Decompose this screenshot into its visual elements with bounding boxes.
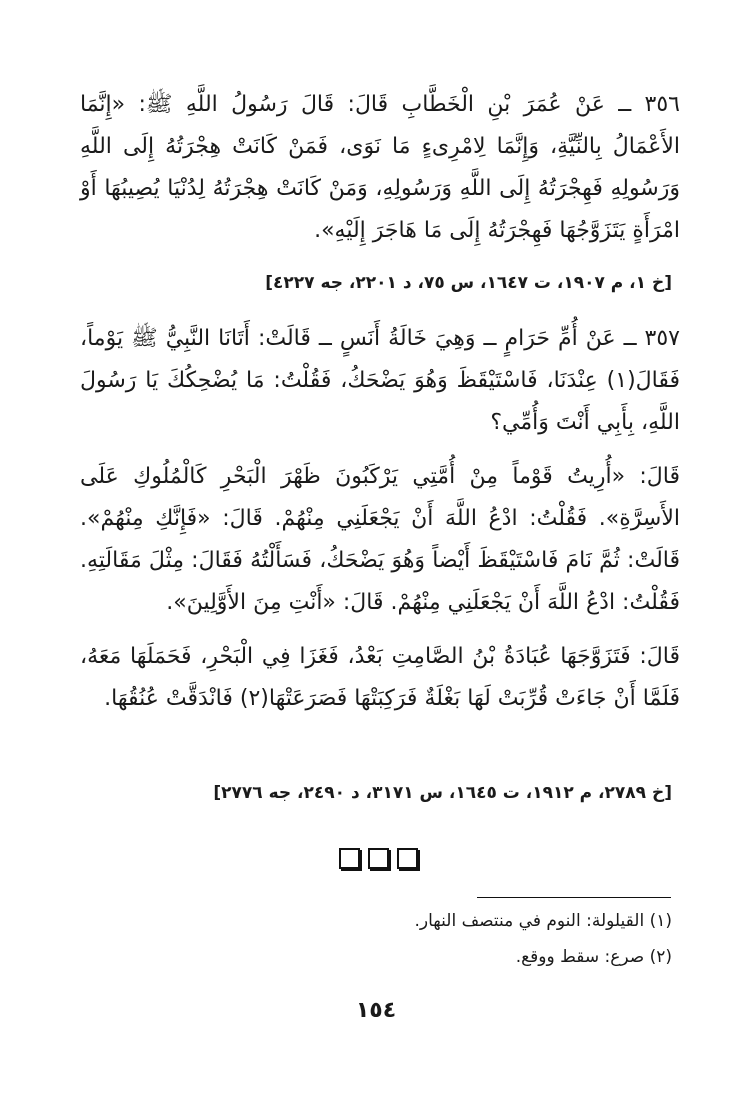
footnote-separator: [477, 897, 671, 898]
square-ornament-icon: [397, 848, 418, 869]
page-number: ١٥٤: [355, 998, 397, 1023]
hadith-357-dialogue: قَالَ: «أُرِيتُ قَوْماً مِنْ أُمَّتِي يَرْكَبُونَ ظَهْرَ الْبَحْرِ كَالْمُلُوكِ عَلَى الأَسِرَّةِ». فَقُلْتُ: ادْعُ اللَّهَ أَنْ يَجْعَلَنِي مِنْهُمْ. قَالَ: «فَإِنَّكِ مِنْهُمْ». قَالَتْ: ثُمَّ نَامَ فَاسْتَيْقَظَ أَيْضاً وَهُوَ يَضْحَكُ، فَسَأَلْتُهُ فَقَالَ: مِثْلَ مَقَالَتِهِ. فَقُلْتُ: ادْعُ اللَّهَ أَنْ يَجْعَلَنِي مِنْهُمْ. قَالَ: «أَنْتِ مِنَ الأَوَّلِينَ».: [80, 464, 680, 615]
square-ornament-icon: [368, 848, 389, 869]
square-ornament-icon: [339, 848, 360, 869]
hadith-357-ending: قَالَ: فَتَزَوَّجَهَا عُبَادَةُ بْنُ الصَّامِتِ بَعْدُ، فَغَزَا فِي الْبَحْرِ، فَحَمَلَهَا مَعَهُ، فَلَمَّا أَنْ جَاءَتْ قُرِّبَتْ لَهَا بَغْلَةٌ فَرَكِبَتْهَا فَصَرَعَتْهَا(٢) فَانْدَقَّتْ عُنُقُهَا.: [80, 644, 680, 711]
footnote-1: (١) القيلولة: النوم في منتصف النهار.: [414, 911, 672, 931]
hadith-356-text: ٣٥٦ ــ عَنْ عُمَرَ بْنِ الْخَطَّابِ قَالَ: قَالَ رَسُولُ اللَّهِ ﷺ: «إِنَّمَا الأَعْمَالُ بِالنِّيَّةِ، وَإِنَّمَا لِامْرِىءٍ مَا نَوَى، فَمَنْ كَانَتْ هِجْرَتُهُ إِلَى اللَّهِ وَرَسُولِهِ فَهِجْرَتُهُ إِلَى اللَّهِ وَرَسُولِهِ، وَمَنْ كَانَتْ هِجْرَتُهُ لِدُنْيَا يُصِيبُهَا أَوْ امْرَأَةٍ يَتَزَوَّجُهَا فَهِجْرَتُهُ إِلَى مَا هَاجَرَ إِلَيْهِ».: [80, 92, 680, 243]
hadith-356-reference: [خ ١، م ١٩٠٧، ت ١٦٤٧، س ٧٥، د ٢٢٠١، جه ٤٢٢٧]: [265, 273, 672, 293]
hadith-357-intro: ٣٥٧ ــ عَنْ أُمِّ حَرَامٍ ــ وَهِيَ خَالَةُ أَنَسٍ ــ قَالَتْ: أَتَانَا النَّبِيُّ ﷺ يَوْماً، فَقَالَ(١) عِنْدَنَا، فَاسْتَيْقَظَ وَهُوَ يَضْحَكُ، فَقُلْتُ: مَا يُضْحِكُكَ يَا رَسُولَ اللَّهِ، بِأَبِي أَنْتَ وَأُمِّي؟: [80, 326, 680, 435]
footnote-2: (٢) صرع: سقط ووقع.: [515, 947, 672, 967]
hadith-357-reference: [خ ٢٧٨٩، م ١٩١٢، ت ١٦٤٥، س ٣١٧١، د ٢٤٩٠، جه ٢٧٧٦]: [213, 783, 672, 803]
section-divider-squares: [339, 848, 418, 869]
